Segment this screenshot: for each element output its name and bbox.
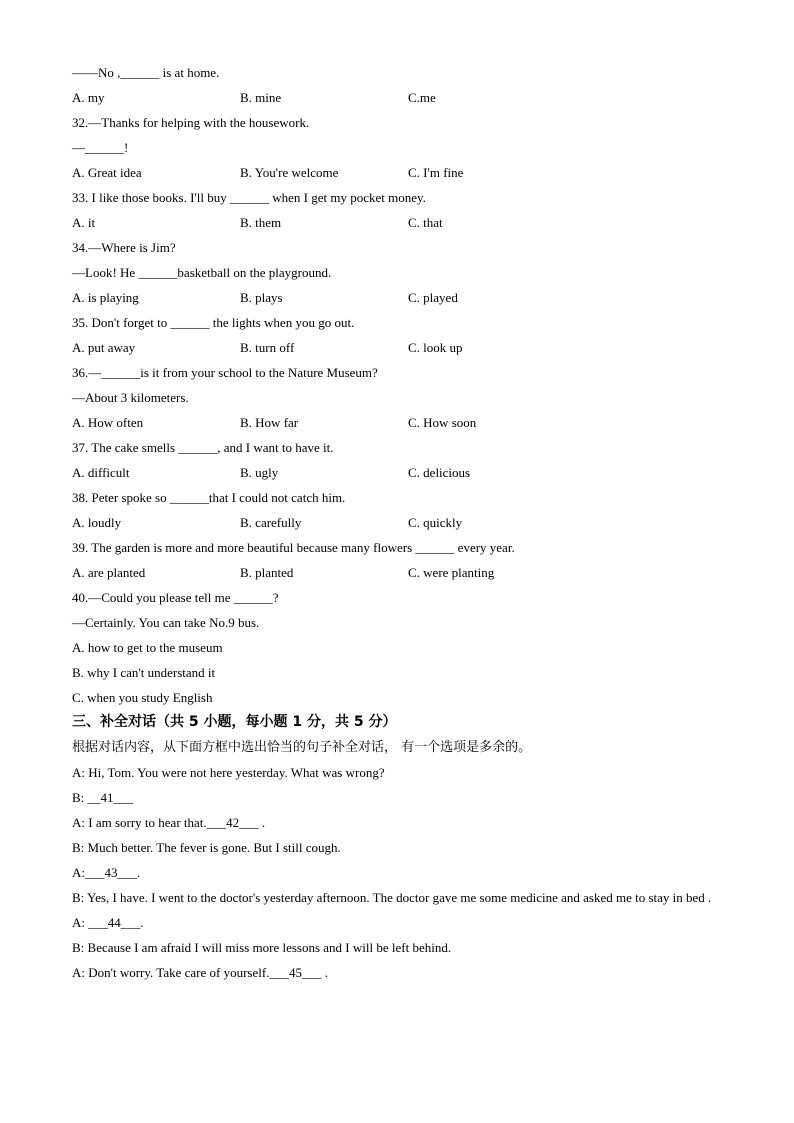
- q34-stem: 34.—Where is Jim?: [72, 240, 176, 255]
- q35-stem: 35. Don't forget to ______ the lights when you go out.: [72, 315, 355, 330]
- q37-options: [72, 460, 732, 485]
- dialog-speaker: B:: [72, 790, 88, 805]
- q34-option-c: C. played: [408, 290, 458, 305]
- q36-option-c: C. How soon: [408, 415, 477, 430]
- q33-stem: 33. I like those books. I'll buy ______ when I get my pocket money.: [72, 190, 426, 205]
- q34-reply: —Look! He ______basketball on the playground.: [72, 265, 332, 280]
- q31-options: [72, 85, 732, 110]
- q35-options: [72, 335, 732, 360]
- q40-option-b: B. why I can't understand it: [72, 665, 216, 680]
- dialog-speaker: A:: [72, 915, 89, 930]
- dialog-text: .: [258, 815, 266, 830]
- q37-option-c: C. delicious: [408, 465, 471, 480]
- blank-41: __41___: [87, 790, 134, 805]
- q38-option-b: B. carefully: [240, 515, 302, 530]
- q40-reply: —Certainly. You can take No.9 bus.: [72, 615, 260, 630]
- q39-option-a: A. are planted: [72, 565, 146, 580]
- dialog-line-1: A: Hi, Tom. You were not here yesterday. What was wrong?: [72, 765, 385, 780]
- q37-option-a: A. difficult: [72, 465, 130, 480]
- q32-option-a: A. Great idea: [72, 165, 142, 180]
- q36-options: [72, 410, 732, 435]
- q39-options: [72, 560, 732, 585]
- q32-reply: —______!: [72, 140, 129, 155]
- blank-45: ___45___: [269, 965, 322, 980]
- dialog-speaker: A:: [72, 865, 85, 880]
- q33-options: [72, 210, 732, 235]
- dialog-line-6: B: Yes, I have. I went to the doctor's yesterday afternoon. The doctor gave me some medicine and asked me to stay in bed .: [72, 890, 712, 905]
- q32-options: [72, 160, 732, 185]
- q40-option-a: A. how to get to the museum: [72, 640, 223, 655]
- q33-option-c: C. that: [408, 215, 443, 230]
- q33-option-b: B. them: [240, 215, 282, 230]
- q39-option-c: C. were planting: [408, 565, 495, 580]
- q40-stem: 40.—Could you please tell me ______?: [72, 590, 279, 605]
- exam-page: [72, 60, 732, 985]
- q37-stem: 37. The cake smells ______, and I want to have it.: [72, 440, 334, 455]
- q32-option-b: B. You're welcome: [240, 165, 339, 180]
- dialog-line-9: [72, 960, 732, 985]
- q38-options: [72, 510, 732, 535]
- q36-option-a: A. How often: [72, 415, 144, 430]
- q31-reply: ——No ,______ is at home.: [72, 65, 220, 80]
- dialog-line-8: B: Because I am afraid I will miss more lessons and I will be left behind.: [72, 940, 452, 955]
- dialog-text: A: I am sorry to hear that.: [72, 815, 207, 830]
- dialog-text: A: Don't worry. Take care of yourself.: [72, 965, 270, 980]
- q37-option-b: B. ugly: [240, 465, 279, 480]
- q35-option-c: C. look up: [408, 340, 463, 355]
- q35-option-a: A. put away: [72, 340, 136, 355]
- blank-44: ___44___: [88, 915, 141, 930]
- q31-option-b: B. mine: [240, 90, 282, 105]
- q36-stem: 36.—______is it from your school to the Nature Museum?: [72, 365, 378, 380]
- q38-option-c: C. quickly: [408, 515, 463, 530]
- blank-42: ___42___: [206, 815, 259, 830]
- dialog-line-3: [72, 810, 732, 835]
- dialog-line-5: [72, 860, 732, 885]
- dialog-text: .: [140, 915, 144, 930]
- q31-option-a: A. my: [72, 90, 105, 105]
- section-3-instruction: 根据对话内容，从下面方框中选出恰当的句子补全对话， 有一个选项是多余的。: [72, 740, 532, 755]
- q32-stem: 32.—Thanks for helping with the housework.: [72, 115, 310, 130]
- q38-stem: 38. Peter spoke so ______that I could not catch him.: [72, 490, 346, 505]
- dialog-text: .: [137, 865, 141, 880]
- q39-option-b: B. planted: [240, 565, 294, 580]
- dialog-text: .: [321, 965, 328, 980]
- q38-option-a: A. loudly: [72, 515, 122, 530]
- q34-option-b: B. plays: [240, 290, 283, 305]
- q31-option-c: C.me: [408, 90, 436, 105]
- dialog-line-7: [72, 910, 732, 935]
- q40-option-c: C. when you study English: [72, 690, 213, 705]
- dialog-line-2: [72, 785, 732, 810]
- q34-option-a: A. is playing: [72, 290, 139, 305]
- q33-option-a: A. it: [72, 215, 96, 230]
- q36-reply: —About 3 kilometers.: [72, 390, 189, 405]
- q32-option-c: C. I'm fine: [408, 165, 464, 180]
- q35-option-b: B. turn off: [240, 340, 295, 355]
- q36-option-b: B. How far: [240, 415, 299, 430]
- q34-options: [72, 285, 732, 310]
- blank-43: ___43___: [85, 865, 137, 880]
- section-3-heading: 三、补全对话（共 5 小题，每小题 1 分，共 5 分）: [72, 714, 397, 730]
- q39-stem: 39. The garden is more and more beautiful because many flowers ______ every year.: [72, 540, 515, 555]
- dialog-line-4: B: Much better. The fever is gone. But I still cough.: [72, 840, 341, 855]
